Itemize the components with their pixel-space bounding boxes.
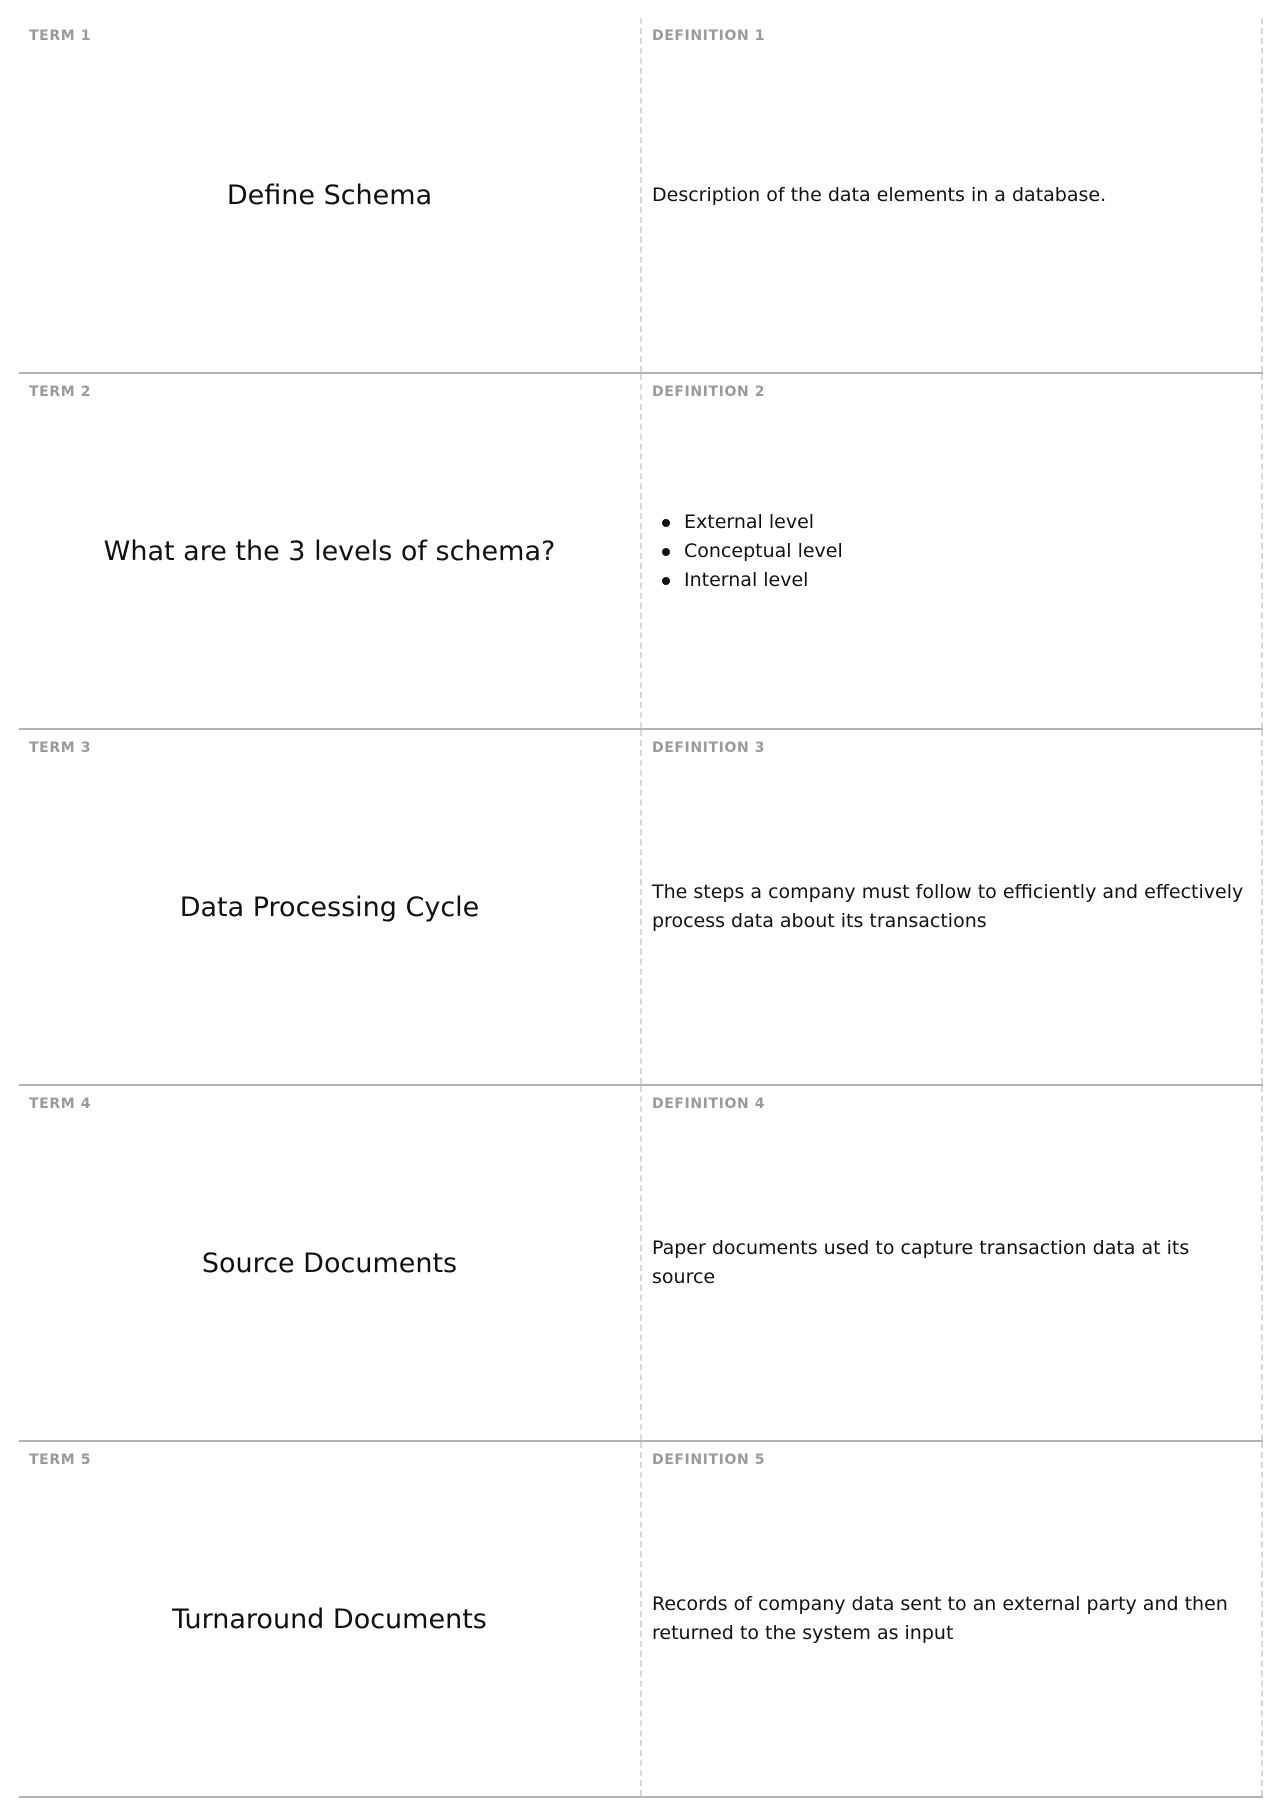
term-label: TERM 3: [29, 740, 92, 756]
definition-paragraph: The steps a company must follow to efficiently and effectively process data about its transactions: [652, 881, 1244, 932]
card-row-5: [19, 1442, 1263, 1798]
definition-text: [652, 1086, 1247, 1440]
definition-card-3: [642, 730, 1263, 1084]
definition-label: DEFINITION 5: [652, 1452, 766, 1468]
definition-text: [652, 374, 1247, 728]
definition-text: [652, 1442, 1247, 1796]
definition-card-4: [642, 1086, 1263, 1440]
definition-text: [652, 18, 1247, 372]
definition-label: DEFINITION 2: [652, 384, 766, 400]
term-text: Data Processing Cycle: [179, 891, 480, 923]
term-card-4: [19, 1086, 642, 1440]
card-row-2: [19, 374, 1263, 730]
definition-paragraph: Paper documents used to capture transaction data at its source: [652, 1237, 1190, 1288]
term-card-2: [19, 374, 642, 728]
term-label: TERM 1: [29, 28, 92, 44]
definition-list: [652, 508, 1247, 595]
term-label: TERM 5: [29, 1452, 92, 1468]
flashcard-sheet: [19, 18, 1263, 1798]
list-item: Internal level: [684, 566, 1247, 595]
definition-label: DEFINITION 1: [652, 28, 766, 44]
term-text: Turnaround Documents: [172, 1603, 487, 1635]
definition-label: DEFINITION 3: [652, 740, 766, 756]
term-card-5: [19, 1442, 642, 1796]
card-row-4: [19, 1086, 1263, 1442]
definition-card-5: [642, 1442, 1263, 1796]
term-label: TERM 2: [29, 384, 92, 400]
term-card-1: [19, 18, 642, 372]
definition-card-1: [642, 18, 1263, 372]
term-text: Source Documents: [201, 1247, 458, 1279]
definition-card-2: [642, 374, 1263, 728]
term-text: Define Schema: [226, 179, 433, 211]
definition-paragraph: Records of company data sent to an external party and then returned to the system as input: [652, 1593, 1228, 1644]
list-item: External level: [684, 508, 1247, 537]
term-label: TERM 4: [29, 1096, 92, 1112]
term-card-3: [19, 730, 642, 1084]
list-item: Conceptual level: [684, 537, 1247, 566]
definition-paragraph: Description of the data elements in a database.: [652, 183, 1107, 206]
term-text: What are the 3 levels of schema?: [103, 535, 556, 567]
card-row-3: [19, 730, 1263, 1086]
definition-label: DEFINITION 4: [652, 1096, 766, 1112]
card-row-1: [19, 18, 1263, 374]
definition-text: [652, 730, 1247, 1084]
